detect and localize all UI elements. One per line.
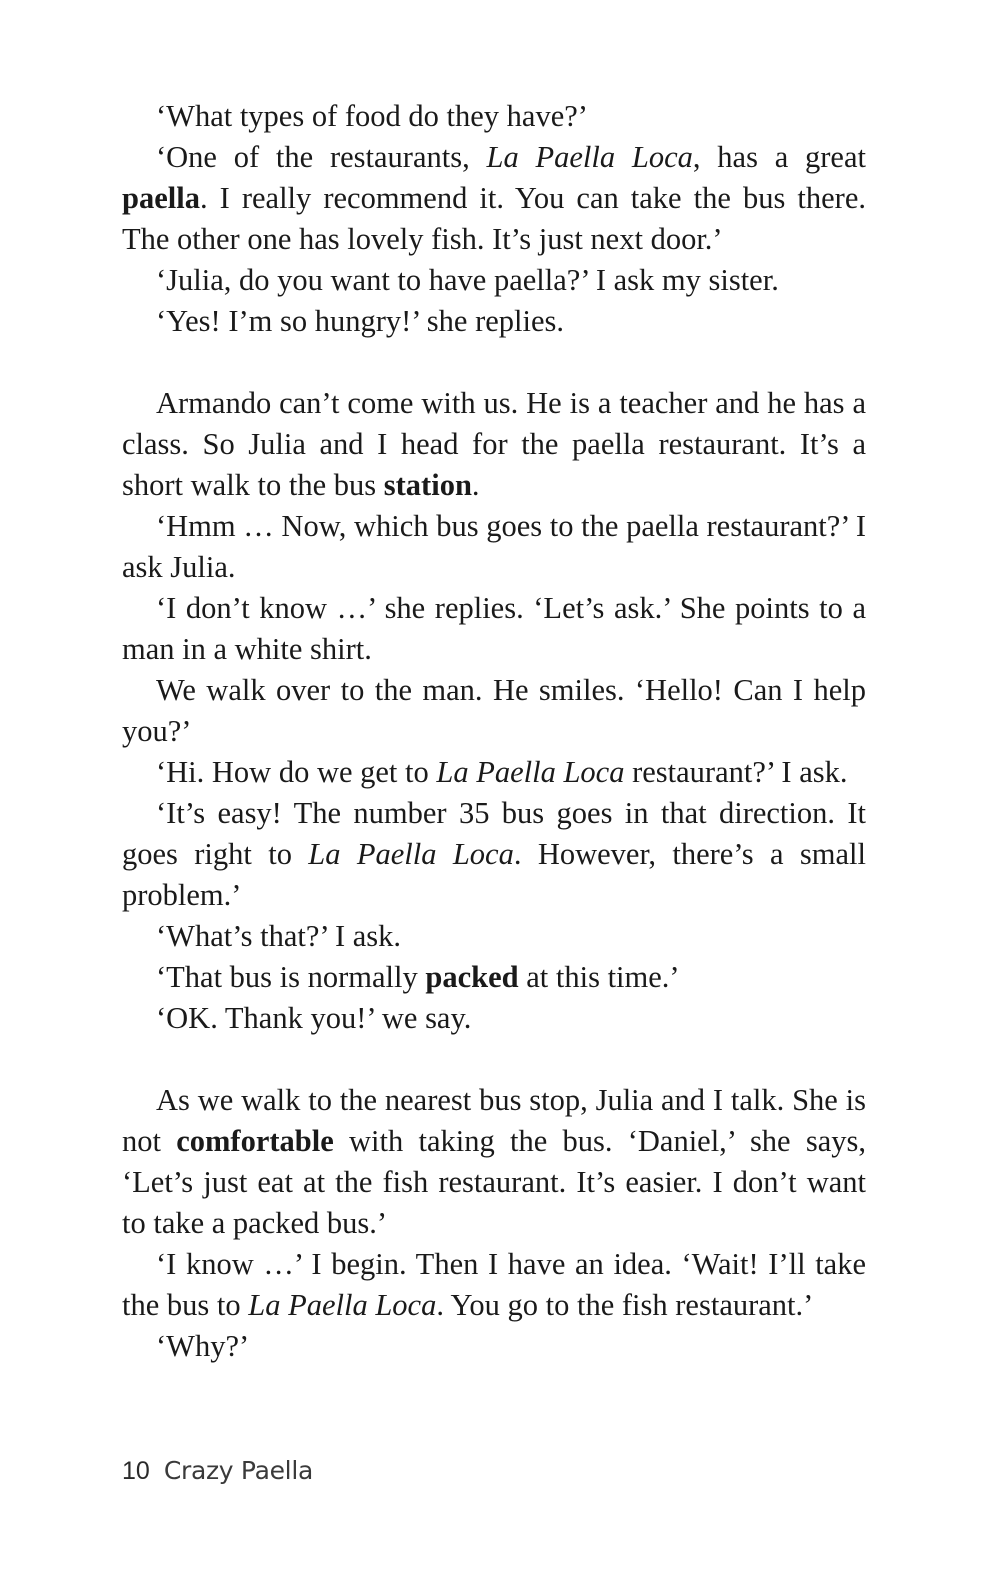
paragraph — [122, 957, 866, 998]
text-run: . I really recommend it. You can take the bus there. The other one has lovely fish. It’s just next door.’ — [122, 181, 866, 256]
section-break — [122, 342, 866, 383]
restaurant-name: La Paella Loca — [308, 837, 514, 871]
paragraph — [122, 260, 866, 301]
text-run: Armando can’t come with us. He is a teacher and he has a class. So Julia and I head for the paella restaurant. It’s a short walk to the bus — [122, 386, 866, 502]
paragraph — [122, 137, 866, 260]
text-run: ‘What’s that?’ I ask. — [156, 919, 402, 953]
paragraph — [122, 301, 866, 342]
paragraph — [122, 670, 866, 752]
text-run: ‘I don’t know …’ she replies. ‘Let’s ask.’ She points to a man in a white shirt. — [122, 591, 866, 666]
text-run: ‘I know …’ I begin. Then I have an idea. ‘Wait! I’ll take the bus to — [122, 1247, 866, 1322]
paragraph — [122, 588, 866, 670]
text-run: restaurant?’ I ask. — [624, 755, 848, 789]
text-run: ‘Yes! I’m so hungry!’ she replies. — [156, 304, 565, 338]
paragraph — [122, 96, 866, 137]
text-run: ‘OK. Thank you!’ we say. — [156, 1001, 472, 1035]
section-break — [122, 1039, 866, 1080]
glossary-term: packed — [425, 960, 519, 994]
text-run: ‘That bus is normally — [156, 960, 426, 994]
paragraph — [122, 1244, 866, 1326]
restaurant-name: La Paella Loca — [436, 755, 625, 789]
glossary-term: comfortable — [176, 1124, 334, 1158]
restaurant-name: La Paella Loca — [486, 140, 693, 174]
text-run: ‘One of the restaurants, — [156, 140, 487, 174]
text-run: with taking the bus. ‘Daniel,’ she says, ‘Let’s just eat at the fish restaurant. It’s easier. I don’t want to take a packed bus.’ — [122, 1124, 866, 1240]
paragraph — [122, 916, 866, 957]
text-run: . However, there’s a small problem.’ — [122, 837, 866, 912]
paragraph — [122, 383, 866, 506]
paragraph — [122, 752, 866, 793]
text-run: at this time.’ — [518, 960, 680, 994]
restaurant-name: La Paella Loca — [248, 1288, 437, 1322]
text-run: . — [471, 468, 480, 502]
paragraph — [122, 1326, 866, 1367]
page-body — [122, 96, 866, 1367]
text-run: As we walk to the nearest bus stop, Julia and I talk. She is not — [122, 1083, 866, 1158]
text-run: ‘Hi. How do we get to — [156, 755, 437, 789]
text-run: ‘It’s easy! The number 35 bus goes in that direction. It goes right to — [122, 796, 866, 871]
paragraph — [122, 793, 866, 916]
paragraph — [122, 506, 866, 588]
text-run: , has a great — [692, 140, 866, 174]
page-footer — [122, 1456, 313, 1487]
text-run: ‘Julia, do you want to have paella?’ I ask my sister. — [156, 263, 779, 297]
text-run: ‘Why?’ — [156, 1329, 250, 1363]
text-run: . You go to the fish restaurant.’ — [436, 1288, 814, 1322]
glossary-term: paella — [122, 181, 200, 215]
running-title: Crazy Paella — [163, 1456, 313, 1485]
text-run: We walk over to the man. He smiles. ‘Hello! Can I help you?’ — [122, 673, 866, 748]
paragraph — [122, 1080, 866, 1244]
text-run: ‘Hmm … Now, which bus goes to the paella restaurant?’ I ask Julia. — [122, 509, 866, 584]
paragraph — [122, 998, 866, 1039]
text-run: ‘What types of food do they have?’ — [156, 99, 588, 133]
glossary-term: station — [383, 468, 472, 502]
page-number: 10 — [122, 1457, 150, 1485]
